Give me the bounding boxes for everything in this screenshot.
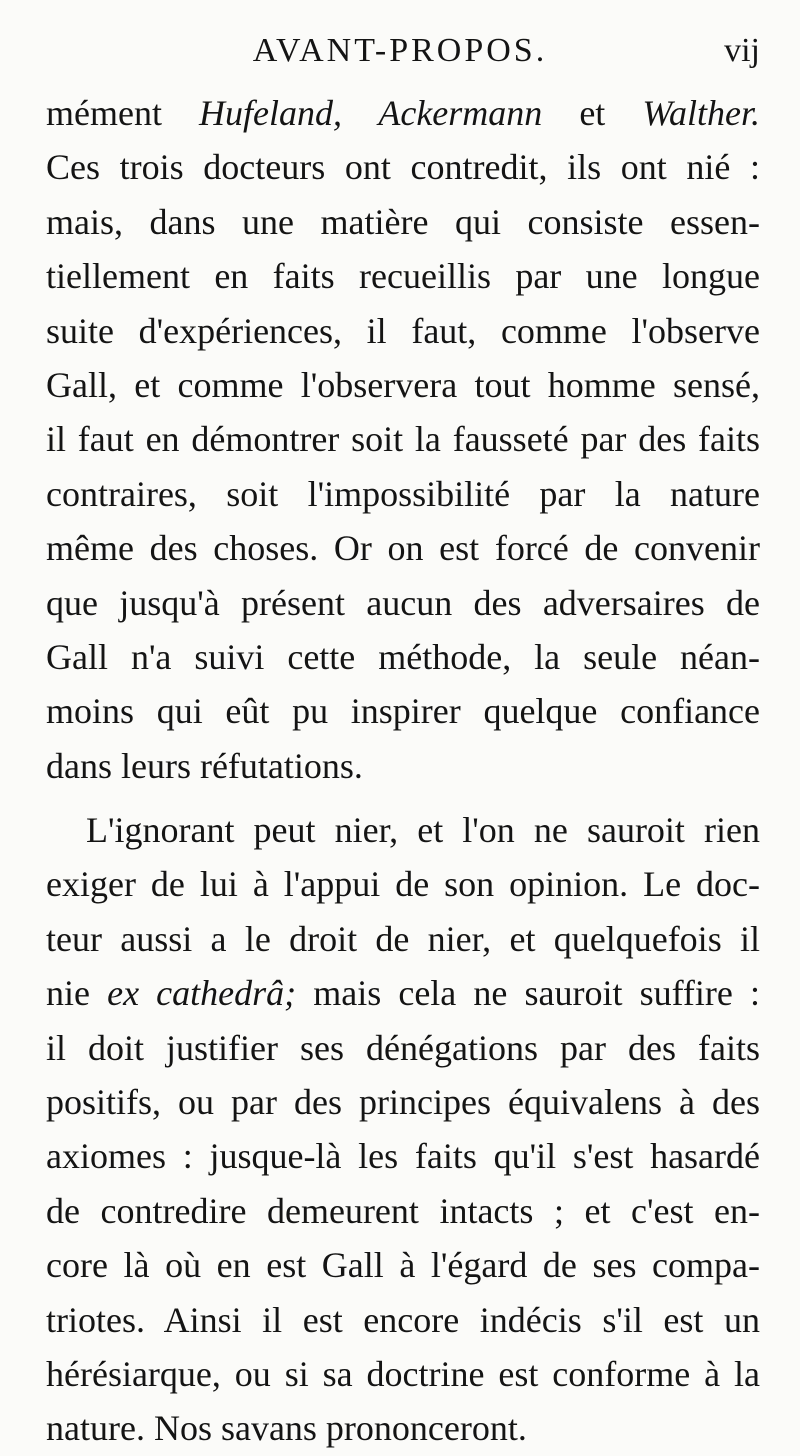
paragraph (46, 86, 760, 793)
text-segment: Gall n'a suivi cette méthode, la seule néan- (46, 636, 760, 677)
text-line (46, 1347, 760, 1401)
text-segment: teur aussi a le droit de nier, et quelquefois il (46, 918, 760, 959)
text-segment: triotes. Ainsi il est encore indécis s'il est un (46, 1299, 760, 1340)
text-segment: mément (46, 93, 199, 133)
text-segment: que jusqu'à présent aucun des adversaires de (46, 582, 760, 623)
text-line (46, 304, 760, 358)
italic-text: Hufeland, Ackermann (199, 93, 543, 133)
text-line (46, 1401, 760, 1455)
text-segment: axiomes : jusque-là les faits qu'il s'est hasardé (46, 1136, 760, 1177)
text-segment: dans leurs réfutations. (46, 745, 363, 786)
text-segment: mais cela ne sauroit suffire : (296, 973, 760, 1014)
text-line (46, 358, 760, 412)
text-segment: Ces trois docteurs ont contredit, ils ont nié : (46, 147, 760, 188)
text-segment: il faut en démontrer soit la fausseté par des faits (46, 419, 760, 460)
text-segment: suite d'expériences, il faut, comme l'observe (46, 310, 760, 351)
running-title: AVANT-PROPOS. (252, 32, 548, 69)
text-line (46, 195, 760, 249)
text-segment: hérésiarque, ou si sa doctrine est conforme à la (46, 1353, 760, 1394)
text-segment: il doit justifier ses dénégations par des faits (46, 1027, 760, 1068)
text-segment: exiger de lui à l'appui de son opinion. Le doc- (46, 864, 760, 905)
text-line (46, 1075, 760, 1129)
italic-text: ex cathedrâ; (107, 973, 297, 1014)
text-segment: tiellement en faits recueillis par une longue (46, 256, 760, 297)
text-line (46, 966, 760, 1020)
text-segment: Gall, et comme l'observera tout homme sensé, (46, 364, 760, 405)
text-line (46, 739, 760, 793)
text-line (46, 140, 760, 194)
text-line (46, 1238, 760, 1292)
text-segment: même des choses. Or on est forcé de convenir (46, 528, 760, 569)
text-line (46, 1021, 760, 1075)
text-segment: et (542, 93, 643, 133)
text-segment: nie (46, 973, 108, 1014)
text-line (46, 1293, 760, 1347)
text-segment: nature. Nos savans prononceront. (46, 1408, 527, 1449)
text-line (46, 467, 760, 521)
text-segment: de contredire demeurent intacts ; et c'est en- (46, 1190, 760, 1231)
text-line (46, 630, 760, 684)
text-line (46, 684, 760, 738)
body-text (46, 86, 760, 1456)
text-segment: L'ignorant peut nier, et l'on ne sauroit rien (86, 810, 760, 851)
text-line (46, 412, 760, 466)
text-line (46, 249, 760, 303)
text-line (46, 521, 760, 575)
text-line (46, 1129, 760, 1183)
text-line (46, 86, 760, 140)
text-segment: core là où en est Gall à l'égard de ses compa- (46, 1245, 760, 1286)
text-line (46, 857, 760, 911)
page-header (40, 32, 760, 76)
text-segment: contraires, soit l'impossibilité par la nature (46, 473, 760, 514)
text-segment: positifs, ou par des principes équivalens à des (46, 1082, 760, 1123)
text-line (46, 576, 760, 630)
paragraph (46, 803, 760, 1456)
text-segment: mais, dans une matière qui consiste essen- (46, 201, 760, 242)
italic-text: Walther. (642, 93, 761, 133)
text-line (46, 803, 760, 857)
text-line (46, 1184, 760, 1238)
text-segment: moins qui eût pu inspirer quelque confiance (46, 691, 760, 732)
text-line (46, 912, 760, 966)
page-number: vij (724, 32, 760, 69)
